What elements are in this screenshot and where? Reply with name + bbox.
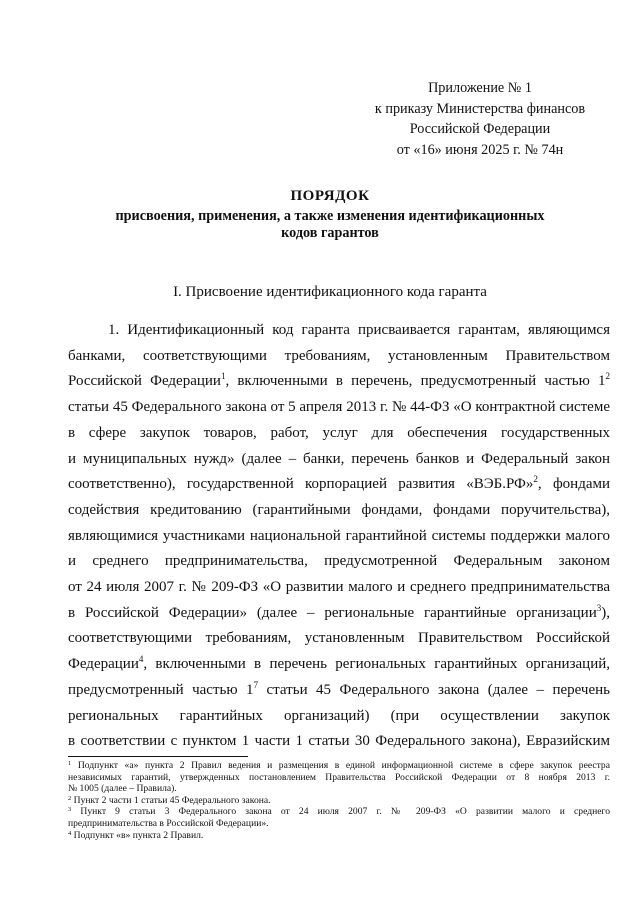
paragraph-1 <box>68 318 610 755</box>
appendix-order-ref: к приказу Министерства финансов <box>374 100 586 117</box>
title-main: ПОРЯДОК <box>290 188 370 204</box>
footnote-2: $^2$ Пункт 2 части 1 статьи 45 Федерального закона. <box>68 794 271 806</box>
paragraph-line: и среднего предпринимательства, предусмотренной Федеральным законом <box>68 553 610 570</box>
paragraph-line: соответственно), государственной корпорацией развития «ВЭБ.РФ»$^2$, фондами <box>68 474 611 493</box>
paragraph-line: содействия кредитованию (гарантийными фондами, фондами поручительства), <box>68 501 610 518</box>
footnote-1-end: № 1005 (далее – Правила). <box>68 783 177 795</box>
title-subtitle-line1: присвоения, применения, а также изменения идентификационных <box>115 208 545 224</box>
footnotes <box>68 760 610 841</box>
paragraph-line: предусмотренный частью $1^7$ статьи 45 Федерального закона (далее – перечень <box>68 679 610 698</box>
paragraph-line: региональных гарантийных организаций) (при осуществлении закупок <box>68 707 610 724</box>
footnote-ref-2: 2 <box>533 474 538 485</box>
footnote-divider <box>68 756 248 757</box>
appendix-country: Российской Федерации <box>409 121 551 137</box>
footnote-ref-1: 1 <box>220 371 226 382</box>
paragraph-line: в соответствии с пунктом 1 части 1 статьи 30 Федерального закона), Евразийским <box>68 733 610 750</box>
paragraph-line: соответствующими требованиям, установленным Правительством Российской <box>68 630 610 647</box>
paragraph-line: 1. Идентификационный код гаранта присваивается гарантам, являющимся <box>108 322 610 338</box>
paragraph-line: и муниципальных нужд» (далее – банки, перечень банков и Федеральный закон <box>68 450 610 467</box>
footnote-1: $^1$ Подпункт «а» пункта 2 Правил ведения и размещения в единой информационной системе в сфере закупок реестра <box>68 760 610 771</box>
paragraph-line: от 24 июля 2007 г. № 209-ФЗ «О развитии малого и среднего предпринимательства <box>68 579 610 596</box>
paragraph-line: в сфере закупок товаров, работ, услуг для обеспечения государственных <box>68 424 610 441</box>
section-heading: I. Присвоение идентификационного кода гаранта <box>173 284 487 300</box>
paragraph-line: в Российской Федерации» (далее – региональные гарантийные организации$^3$), <box>68 602 610 621</box>
document-title <box>60 188 600 242</box>
paragraph-line: являющимися участниками национальной гарантийной системы поддержки малого <box>68 527 610 544</box>
footnote-3: $^3$ Пункт 9 статьи 3 Федерального закона от 24 июля 2007 г. № 209-ФЗ «О развитии малого и среднего <box>68 806 610 818</box>
footnote-ref-3: 3 <box>596 602 602 613</box>
part-superscript-7: 7 <box>253 679 259 690</box>
appendix-header <box>360 78 600 160</box>
paragraph-line: Российской Федерации$^1$, включенными в перечень, предусмотренный частью $1^2$ <box>68 371 610 390</box>
paragraph-line: статьи 45 Федерального закона от 5 апреля 2013 г. № 44-ФЗ «О контрактной системе <box>68 399 610 416</box>
part-superscript-2: 2 <box>605 371 610 382</box>
appendix-date-number: от «16» июня 2025 г. № 74н <box>396 141 564 158</box>
paragraph-line: банками, соответствующими требованиям, установленным Правительством <box>68 347 610 364</box>
footnote-ref-4: 4 <box>138 654 144 665</box>
footnote-4: $^4$ Подпункт «в» пункта 2 Правил. <box>68 829 204 841</box>
footnote-3-end: предпринимательства в Российской Федерации». <box>68 817 269 829</box>
footnote-1-cont: независимых гарантий, утвержденных постановлением Правительства Российской Федерации от 8 ноября 2013 г. <box>68 771 610 783</box>
appendix-number: Приложение № 1 <box>428 80 532 96</box>
title-subtitle-line2: кодов гарантов <box>281 225 379 241</box>
paragraph-line: Федерации$^4$, включенными в перечень региональных гарантийных организаций, <box>68 654 610 673</box>
